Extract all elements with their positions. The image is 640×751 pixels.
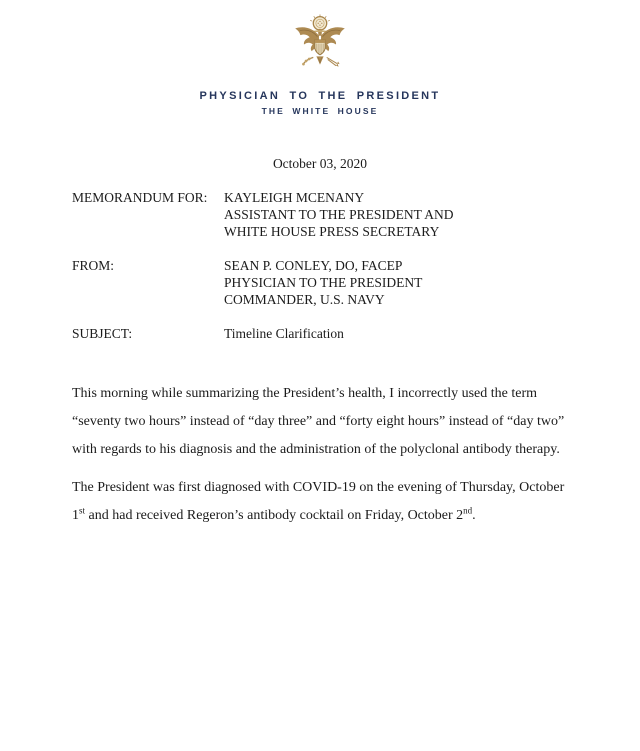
- ordinal-superscript: st: [79, 505, 86, 516]
- memo-date: October 03, 2020: [272, 156, 368, 171]
- field-values: [224, 325, 572, 342]
- sender-title-line-1: PHYSICIAN TO THE PRESIDENT: [224, 275, 423, 290]
- presidential-eagle-seal-icon: [291, 14, 349, 76]
- memo-field-from: [72, 257, 572, 308]
- field-values: [224, 189, 572, 240]
- ordinal-superscript: nd: [463, 505, 473, 516]
- subject-text: Timeline Clarification: [224, 326, 344, 341]
- field-label: FROM:: [72, 258, 115, 273]
- letterhead-organization: THE WHITE HOUSE: [261, 106, 379, 116]
- letterhead: [0, 14, 640, 116]
- body-paragraph-1: This morning while summarizing the President’s health, I incorrectly used the term “seventy two hours” instead of “day three” and “forty eight hours” instead of “day two” with regards to his diagnosis and the administration of the polyclonal antibody therapy.: [72, 386, 565, 457]
- sender-name: SEAN P. CONLEY, DO, FACEP: [224, 258, 403, 273]
- paragraph-2-segment: and had received Regeron’s antibody cocktail on Friday, October 2: [85, 508, 464, 523]
- field-label: MEMORANDUM FOR:: [72, 190, 208, 205]
- memo-field-subject: [72, 325, 572, 342]
- memo-field-memorandum-for: [72, 189, 572, 240]
- field-label: SUBJECT:: [72, 326, 133, 341]
- memo-header-fields: [72, 189, 572, 359]
- letterhead-office-title: PHYSICIAN TO THE PRESIDENT: [199, 90, 441, 102]
- body-paragraph-2: [72, 474, 572, 530]
- paragraph-2-segment: .: [472, 508, 476, 523]
- memo-body: [72, 380, 572, 530]
- recipient-title-line-1: ASSISTANT TO THE PRESIDENT AND: [224, 207, 454, 222]
- paragraph-2-segment: The President was first diagnosed with COVID-19 on the evening of Thursday, October 1: [72, 480, 565, 523]
- sender-title-line-2: COMMANDER, U.S. NAVY: [224, 292, 385, 307]
- field-values: [224, 257, 572, 308]
- recipient-name: KAYLEIGH MCENANY: [224, 190, 365, 205]
- recipient-title-line-2: WHITE HOUSE PRESS SECRETARY: [224, 224, 440, 239]
